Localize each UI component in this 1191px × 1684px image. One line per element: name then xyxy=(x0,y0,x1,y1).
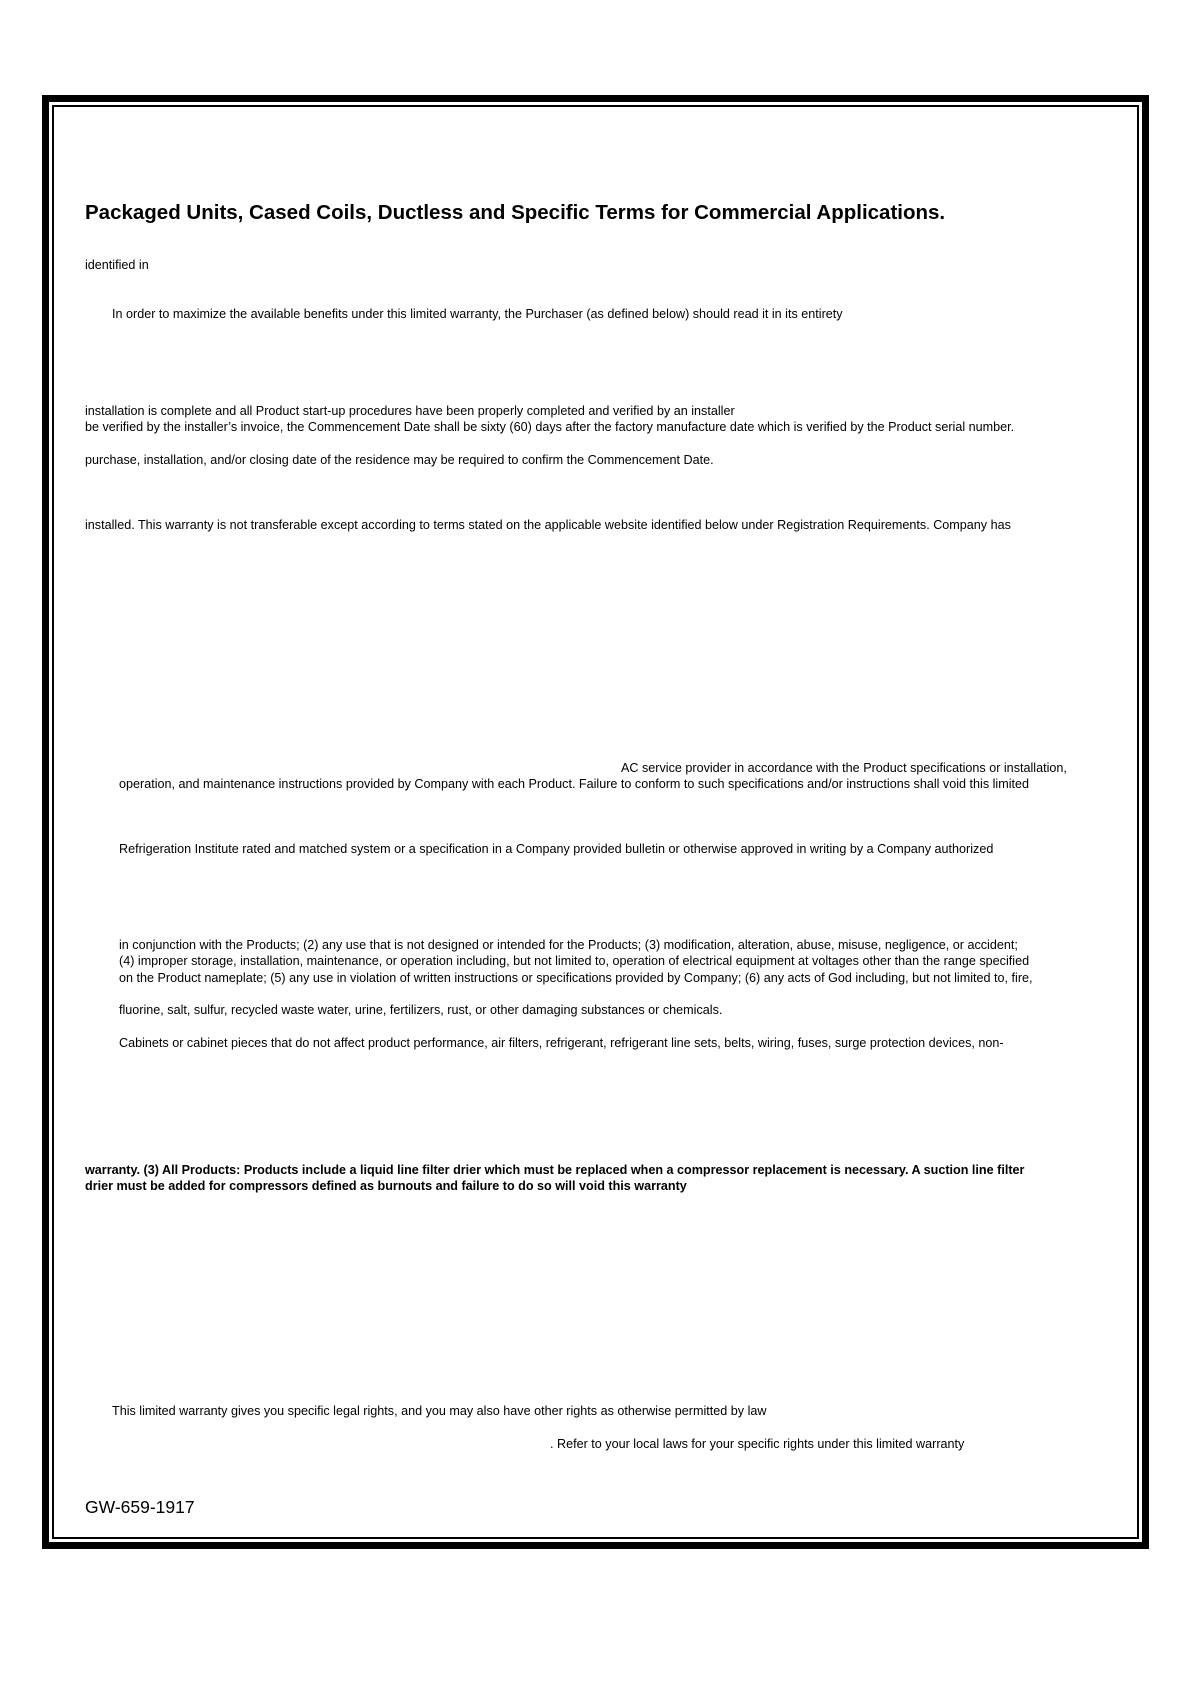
text-line-maximize-benefits: In order to maximize the available benefits under this limited warranty, the Purchaser (as defined below) should read it in its entirety xyxy=(112,307,843,321)
text-line-local-laws: . Refer to your local laws for your specific rights under this limited warranty xyxy=(550,1437,965,1451)
text-line-exclusions-2: (4) improper storage, installation, maintenance, or operation including, but not limited to, operation of electrical equipment at voltages other than the range specified xyxy=(119,954,1030,968)
text-line-identified-in: identified in xyxy=(85,258,149,272)
text-line-cabinets: Cabinets or cabinet pieces that do not affect product performance, air filters, refrigerant, refrigerant line sets, belts, wiring, fuses, surge protection devices, non- xyxy=(119,1036,1004,1050)
text-line-refrigeration-institute: Refrigeration Institute rated and matched system or a specification in a Company provided bulletin or otherwise approved in writing by a Company authorized xyxy=(119,842,994,856)
text-line-installed-transferable: installed. This warranty is not transferable except according to terms stated on the applicable website identified below under Registration Requirements. Company has xyxy=(85,518,1011,532)
text-line-installation-complete: installation is complete and all Product start-up procedures have been properly completed and verified by an installer xyxy=(85,404,735,418)
text-line-exclusions-3: on the Product nameplate; (5) any use in violation of written instructions or specifications provided by Company; (6) any acts of God including, but not limited to, fire, xyxy=(119,971,1033,985)
text-line-filter-drier-1: warranty. (3) All Products: Products include a liquid line filter drier which must be replaced when a compressor replacement is necessary. A suction line filter xyxy=(85,1163,1025,1177)
text-line-legal-rights: This limited warranty gives you specific legal rights, and you may also have other rights as otherwise permitted by law xyxy=(112,1404,767,1418)
text-line-operation-maintenance: operation, and maintenance instructions provided by Company with each Product. Failure to conform to such specifications and/or instructions shall void this limited xyxy=(119,777,1030,791)
text-line-purchase-installation: purchase, installation, and/or closing date of the residence may be required to confirm the Commencement Date. xyxy=(85,453,714,467)
text-line-ac-service-provider: AC service provider in accordance with the Product specifications or installation, xyxy=(621,761,1067,775)
document-title: Packaged Units, Cased Coils, Ductless and Specific Terms for Commercial Applications. xyxy=(85,201,946,224)
text-line-damaging-substances: fluorine, salt, sulfur, recycled waste water, urine, fertilizers, rust, or other damaging substances or chemicals. xyxy=(119,1003,723,1017)
text-line-exclusions-1: in conjunction with the Products; (2) any use that is not designed or intended for the Products; (3) modification, alteration, abuse, misuse, negligence, or accident; xyxy=(119,938,1018,952)
text-line-commencement-date: be verified by the installer’s invoice, the Commencement Date shall be sixty (60) days after the factory manufacture date which is verified by the Product serial number. xyxy=(85,420,1015,434)
text-line-filter-drier-2: drier must be added for compressors defined as burnouts and failure to do so will void this warranty xyxy=(85,1179,687,1193)
document-code: GW-659-1917 xyxy=(85,1497,195,1517)
